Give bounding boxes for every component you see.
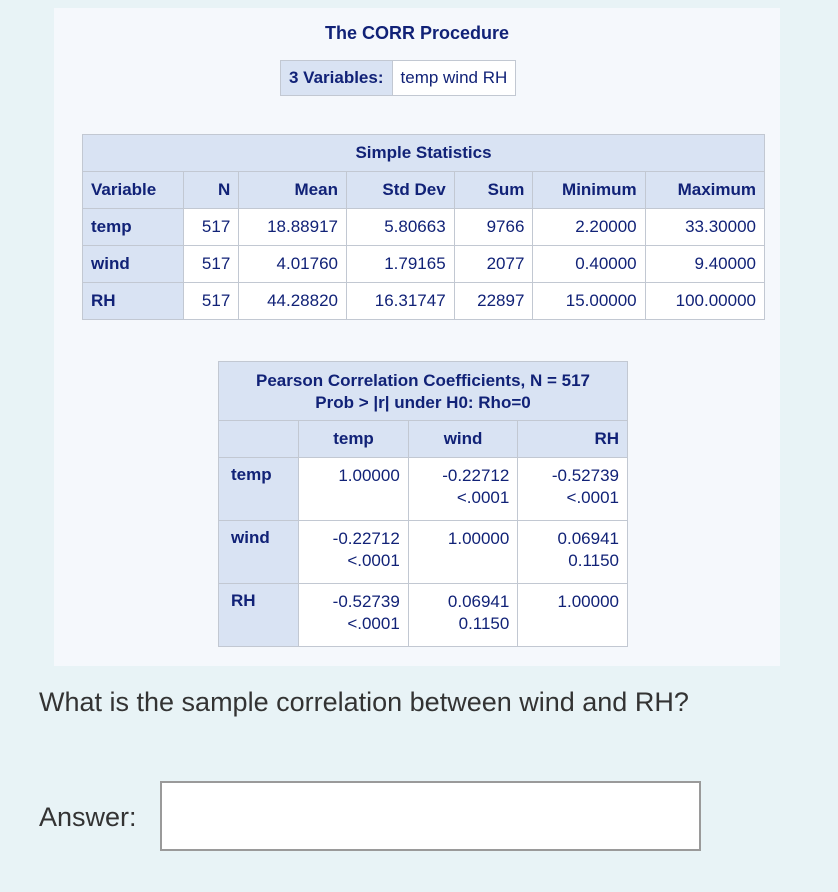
column-header: Mean bbox=[239, 172, 347, 209]
p-value: 0.1150 bbox=[458, 614, 510, 633]
column-header: RH bbox=[518, 421, 628, 458]
table-cell: 5.80663 bbox=[346, 209, 454, 246]
procedure-title: The CORR Procedure bbox=[324, 23, 510, 43]
table-cell: 517 bbox=[183, 246, 239, 283]
table-cell: 22897 bbox=[454, 283, 533, 320]
coefficient: -0.52739 bbox=[551, 466, 619, 485]
table-cell: 9766 bbox=[454, 209, 533, 246]
row-header: RH bbox=[83, 283, 184, 320]
column-header: Variable bbox=[83, 172, 184, 209]
table-row bbox=[219, 584, 628, 647]
table-row bbox=[83, 209, 765, 246]
row-header: temp bbox=[83, 209, 184, 246]
table-cell: 44.28820 bbox=[239, 283, 347, 320]
coefficient: 1.00000 bbox=[338, 466, 400, 485]
corr-header-row bbox=[219, 421, 628, 458]
table-cell: 100.00000 bbox=[645, 283, 764, 320]
column-header: Sum bbox=[454, 172, 533, 209]
answer-input[interactable] bbox=[160, 781, 701, 851]
table-cell: 18.88917 bbox=[239, 209, 347, 246]
simple-statistics-caption: Simple Statistics bbox=[83, 135, 765, 172]
table-cell: 33.30000 bbox=[645, 209, 764, 246]
table-cell: 0.40000 bbox=[533, 246, 645, 283]
correlation-cell bbox=[299, 584, 409, 647]
table-row bbox=[83, 283, 765, 320]
corner-cell bbox=[219, 421, 299, 458]
table-cell: 517 bbox=[183, 209, 239, 246]
pearson-caption-line2: Prob > |r| under H0: Rho=0 bbox=[315, 393, 531, 412]
table-cell: 2077 bbox=[454, 246, 533, 283]
pearson-correlation-table bbox=[218, 361, 628, 647]
pearson-caption-line1: Pearson Correlation Coefficients, N = 517 bbox=[256, 371, 590, 390]
column-header: Std Dev bbox=[346, 172, 454, 209]
column-header: Minimum bbox=[533, 172, 645, 209]
sas-output-panel bbox=[54, 8, 780, 666]
p-value: 0.1150 bbox=[568, 551, 619, 570]
table-cell: 2.20000 bbox=[533, 209, 645, 246]
correlation-cell bbox=[518, 521, 628, 584]
table-cell: 9.40000 bbox=[645, 246, 764, 283]
variables-value: temp wind RH bbox=[392, 61, 516, 96]
table-row bbox=[219, 521, 628, 584]
pearson-caption bbox=[219, 362, 628, 421]
correlation-cell bbox=[408, 584, 518, 647]
question-text: What is the sample correlation between wind and RH? bbox=[39, 687, 689, 717]
coefficient: 1.00000 bbox=[557, 592, 619, 611]
simple-statistics-table bbox=[82, 134, 765, 320]
p-value: <.0001 bbox=[456, 488, 510, 507]
p-value: <.0001 bbox=[347, 614, 400, 633]
variables-label: 3 Variables: bbox=[281, 61, 393, 96]
correlation-cell bbox=[299, 521, 409, 584]
correlation-cell bbox=[408, 521, 518, 584]
table-cell: 517 bbox=[183, 283, 239, 320]
table-cell: 1.79165 bbox=[346, 246, 454, 283]
correlation-cell bbox=[299, 458, 409, 521]
coefficient: 1.00000 bbox=[447, 529, 510, 548]
coefficient: -0.22712 bbox=[442, 466, 510, 485]
correlation-cell bbox=[518, 458, 628, 521]
row-header: temp bbox=[219, 458, 299, 521]
column-header: Maximum bbox=[645, 172, 764, 209]
variables-table bbox=[280, 60, 516, 96]
answer-label: Answer: bbox=[39, 802, 137, 832]
table-cell: 15.00000 bbox=[533, 283, 645, 320]
coefficient: 0.06941 bbox=[557, 529, 619, 548]
correlation-cell bbox=[408, 458, 518, 521]
p-value: <.0001 bbox=[566, 488, 619, 507]
column-header: temp bbox=[299, 421, 409, 458]
table-row bbox=[219, 458, 628, 521]
row-header: wind bbox=[83, 246, 184, 283]
column-header: wind bbox=[408, 421, 518, 458]
column-header: N bbox=[183, 172, 239, 209]
coefficient: -0.52739 bbox=[332, 592, 400, 611]
coefficient: 0.06941 bbox=[447, 592, 510, 611]
coefficient: -0.22712 bbox=[332, 529, 400, 548]
p-value: <.0001 bbox=[347, 551, 400, 570]
row-header: RH bbox=[219, 584, 299, 647]
correlation-cell bbox=[518, 584, 628, 647]
table-row bbox=[83, 246, 765, 283]
table-cell: 4.01760 bbox=[239, 246, 347, 283]
stats-header-row bbox=[83, 172, 765, 209]
table-cell: 16.31747 bbox=[346, 283, 454, 320]
row-header: wind bbox=[219, 521, 299, 584]
